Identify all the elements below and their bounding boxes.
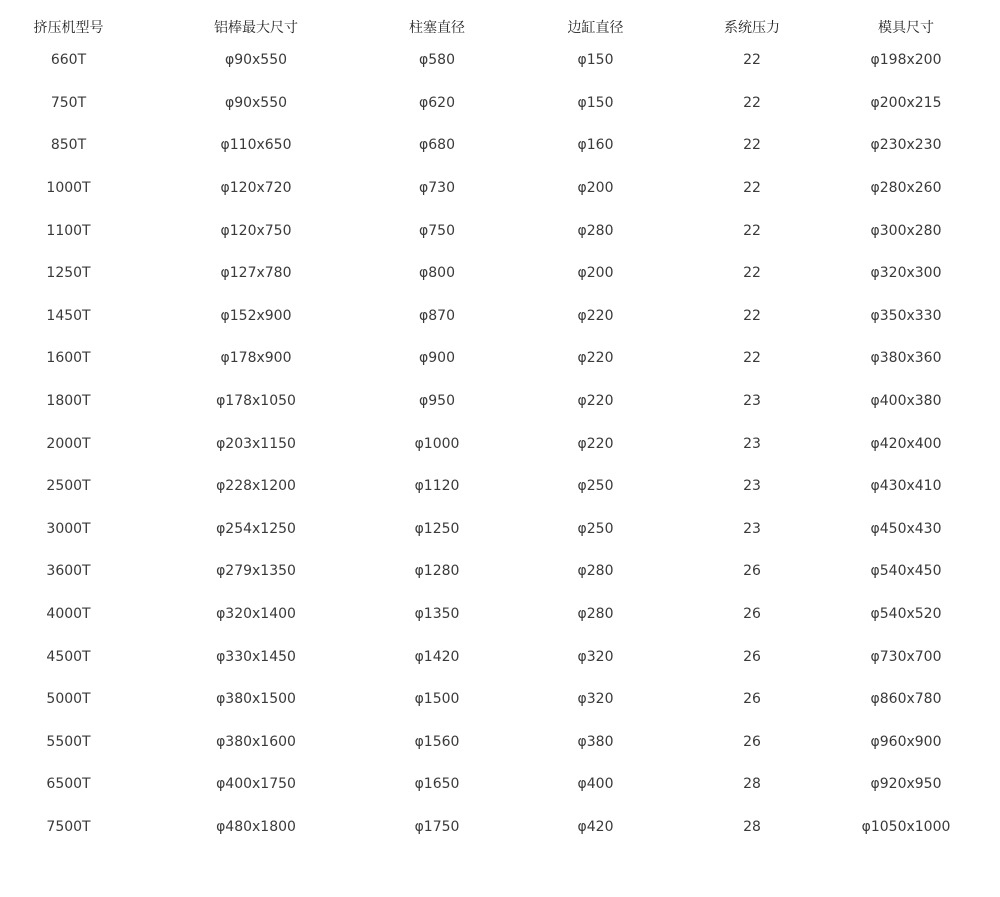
header-ram-diameter: 柱塞直径 — [409, 20, 465, 36]
cell-ram-diameter: φ900 — [419, 350, 455, 367]
table-row — [0, 82, 1000, 125]
cell-ram-diameter: φ1350 — [414, 606, 460, 623]
cell-billet-max-size: φ228x1200 — [216, 478, 296, 495]
cell-ram-diameter: φ680 — [419, 137, 455, 154]
cell-ram-diameter: φ620 — [419, 94, 455, 111]
cell-die-size: φ230x230 — [870, 137, 942, 154]
cell-billet-max-size: φ320x1400 — [216, 606, 296, 623]
cell-ram-diameter: φ1500 — [414, 691, 460, 708]
table-row — [0, 252, 1000, 295]
cell-system-pressure: 22 — [743, 52, 761, 69]
cell-die-size: φ198x200 — [870, 52, 942, 69]
cell-system-pressure: 23 — [743, 478, 761, 495]
cell-ram-diameter: φ1120 — [414, 478, 460, 495]
cell-billet-max-size: φ110x650 — [220, 137, 292, 154]
cell-die-size: φ1050x1000 — [861, 818, 951, 835]
cell-model: 4500T — [46, 648, 91, 665]
cell-model: 1000T — [46, 180, 91, 197]
header-billet-max-size: 铝棒最大尺寸 — [214, 20, 298, 36]
cell-system-pressure: 23 — [743, 520, 761, 537]
cell-die-size: φ430x410 — [870, 478, 942, 495]
table-row — [0, 124, 1000, 167]
header-die-size: 模具尺寸 — [878, 20, 934, 36]
cell-system-pressure: 26 — [743, 691, 761, 708]
table-row — [0, 763, 1000, 806]
cell-billet-max-size: φ120x750 — [220, 222, 292, 239]
cell-ram-diameter: φ950 — [419, 393, 455, 410]
cell-model: 3600T — [46, 563, 91, 580]
cell-model: 850T — [50, 137, 87, 154]
table-row — [0, 295, 1000, 338]
cell-billet-max-size: φ152x900 — [220, 307, 292, 324]
cell-ram-diameter: φ1280 — [414, 563, 460, 580]
cell-billet-max-size: φ279x1350 — [216, 563, 296, 580]
cell-billet-max-size: φ90x550 — [224, 52, 288, 69]
cell-billet-max-size: φ330x1450 — [216, 648, 296, 665]
header-system-pressure: 系统压力 — [724, 20, 780, 36]
table-row — [0, 209, 1000, 252]
cell-ram-diameter: φ870 — [419, 307, 455, 324]
table-row — [0, 678, 1000, 721]
cell-billet-max-size: φ254x1250 — [216, 520, 296, 537]
cell-billet-max-size: φ480x1800 — [216, 818, 296, 835]
header-model: 挤压机型号 — [33, 20, 104, 36]
cell-billet-max-size: φ203x1150 — [216, 435, 296, 452]
cell-ram-diameter: φ1250 — [414, 520, 460, 537]
cell-ram-diameter: φ1420 — [414, 648, 460, 665]
cell-ram-diameter: φ1650 — [414, 776, 460, 793]
cell-model: 3000T — [46, 520, 91, 537]
header-row — [0, 0, 1000, 39]
cell-billet-max-size: φ380x1500 — [216, 691, 296, 708]
table-row — [0, 508, 1000, 551]
table-row — [0, 380, 1000, 423]
cell-model: 1250T — [46, 265, 91, 282]
cell-system-pressure: 28 — [743, 776, 761, 793]
table-row — [0, 721, 1000, 764]
table-row — [0, 806, 1000, 849]
table-body — [0, 39, 1000, 848]
cell-die-size: φ280x260 — [870, 180, 942, 197]
cell-die-size: φ450x430 — [870, 520, 942, 537]
cell-side-cylinder-diameter: φ150 — [577, 94, 614, 111]
cell-side-cylinder-diameter: φ220 — [577, 350, 614, 367]
cell-die-size: φ300x280 — [870, 222, 942, 239]
cell-system-pressure: 22 — [743, 222, 761, 239]
table-row — [0, 550, 1000, 593]
cell-billet-max-size: φ178x900 — [220, 350, 292, 367]
cell-system-pressure: 22 — [743, 180, 761, 197]
cell-die-size: φ350x330 — [870, 307, 942, 324]
cell-model: 2500T — [46, 478, 91, 495]
cell-die-size: φ380x360 — [870, 350, 942, 367]
cell-model: 1600T — [46, 350, 91, 367]
cell-side-cylinder-diameter: φ220 — [577, 435, 614, 452]
cell-side-cylinder-diameter: φ420 — [577, 818, 614, 835]
cell-system-pressure: 22 — [743, 265, 761, 282]
cell-model: 750T — [50, 94, 87, 111]
cell-billet-max-size: φ380x1600 — [216, 733, 296, 750]
cell-side-cylinder-diameter: φ150 — [577, 52, 614, 69]
cell-system-pressure: 23 — [743, 435, 761, 452]
cell-side-cylinder-diameter: φ160 — [577, 137, 614, 154]
cell-system-pressure: 22 — [743, 350, 761, 367]
cell-system-pressure: 28 — [743, 818, 761, 835]
cell-ram-diameter: φ750 — [419, 222, 455, 239]
cell-side-cylinder-diameter: φ320 — [577, 691, 614, 708]
cell-side-cylinder-diameter: φ250 — [577, 478, 614, 495]
cell-system-pressure: 22 — [743, 307, 761, 324]
cell-ram-diameter: φ1000 — [414, 435, 460, 452]
cell-billet-max-size: φ120x720 — [220, 180, 292, 197]
cell-model: 5500T — [46, 733, 91, 750]
cell-model: 660T — [50, 52, 87, 69]
header-side-cylinder-diameter: 边缸直径 — [567, 20, 624, 36]
cell-die-size: φ540x450 — [870, 563, 942, 580]
cell-model: 2000T — [46, 435, 91, 452]
cell-die-size: φ860x780 — [870, 691, 942, 708]
cell-die-size: φ400x380 — [870, 393, 942, 410]
cell-system-pressure: 26 — [743, 606, 761, 623]
table-row — [0, 593, 1000, 636]
cell-side-cylinder-diameter: φ280 — [577, 222, 614, 239]
cell-ram-diameter: φ580 — [419, 52, 455, 69]
cell-side-cylinder-diameter: φ220 — [577, 393, 614, 410]
cell-side-cylinder-diameter: φ280 — [577, 606, 614, 623]
cell-ram-diameter: φ730 — [419, 180, 455, 197]
cell-billet-max-size: φ400x1750 — [216, 776, 296, 793]
table-row — [0, 39, 1000, 82]
cell-side-cylinder-diameter: φ280 — [577, 563, 614, 580]
cell-system-pressure: 22 — [743, 137, 761, 154]
cell-die-size: φ730x700 — [870, 648, 942, 665]
table-row — [0, 465, 1000, 508]
cell-model: 1450T — [46, 307, 91, 324]
cell-side-cylinder-diameter: φ220 — [577, 307, 614, 324]
cell-billet-max-size: φ178x1050 — [216, 393, 296, 410]
cell-ram-diameter: φ800 — [419, 265, 455, 282]
cell-die-size: φ540x520 — [870, 606, 942, 623]
cell-model: 1100T — [46, 222, 91, 239]
cell-side-cylinder-diameter: φ200 — [577, 265, 614, 282]
cell-die-size: φ960x900 — [870, 733, 942, 750]
cell-die-size: φ920x950 — [870, 776, 942, 793]
table-row — [0, 422, 1000, 465]
cell-side-cylinder-diameter: φ200 — [577, 180, 614, 197]
cell-die-size: φ320x300 — [870, 265, 942, 282]
cell-system-pressure: 22 — [743, 94, 761, 111]
cell-billet-max-size: φ127x780 — [220, 265, 292, 282]
cell-model: 4000T — [46, 606, 91, 623]
cell-system-pressure: 23 — [743, 393, 761, 410]
cell-ram-diameter: φ1560 — [414, 733, 460, 750]
cell-side-cylinder-diameter: φ320 — [577, 648, 614, 665]
cell-die-size: φ200x215 — [870, 94, 942, 111]
cell-billet-max-size: φ90x550 — [224, 94, 288, 111]
cell-system-pressure: 26 — [743, 733, 761, 750]
table-row — [0, 337, 1000, 380]
cell-system-pressure: 26 — [743, 648, 761, 665]
table-row — [0, 635, 1000, 678]
cell-die-size: φ420x400 — [870, 435, 942, 452]
cell-model: 5000T — [46, 691, 91, 708]
cell-side-cylinder-diameter: φ400 — [577, 776, 614, 793]
cell-model: 1800T — [46, 393, 91, 410]
table-row — [0, 167, 1000, 210]
table-header — [0, 0, 1000, 39]
cell-model: 7500T — [46, 818, 91, 835]
cell-side-cylinder-diameter: φ380 — [577, 733, 614, 750]
cell-model: 6500T — [46, 776, 91, 793]
cell-side-cylinder-diameter: φ250 — [577, 520, 614, 537]
cell-system-pressure: 26 — [743, 563, 761, 580]
cell-ram-diameter: φ1750 — [414, 818, 460, 835]
